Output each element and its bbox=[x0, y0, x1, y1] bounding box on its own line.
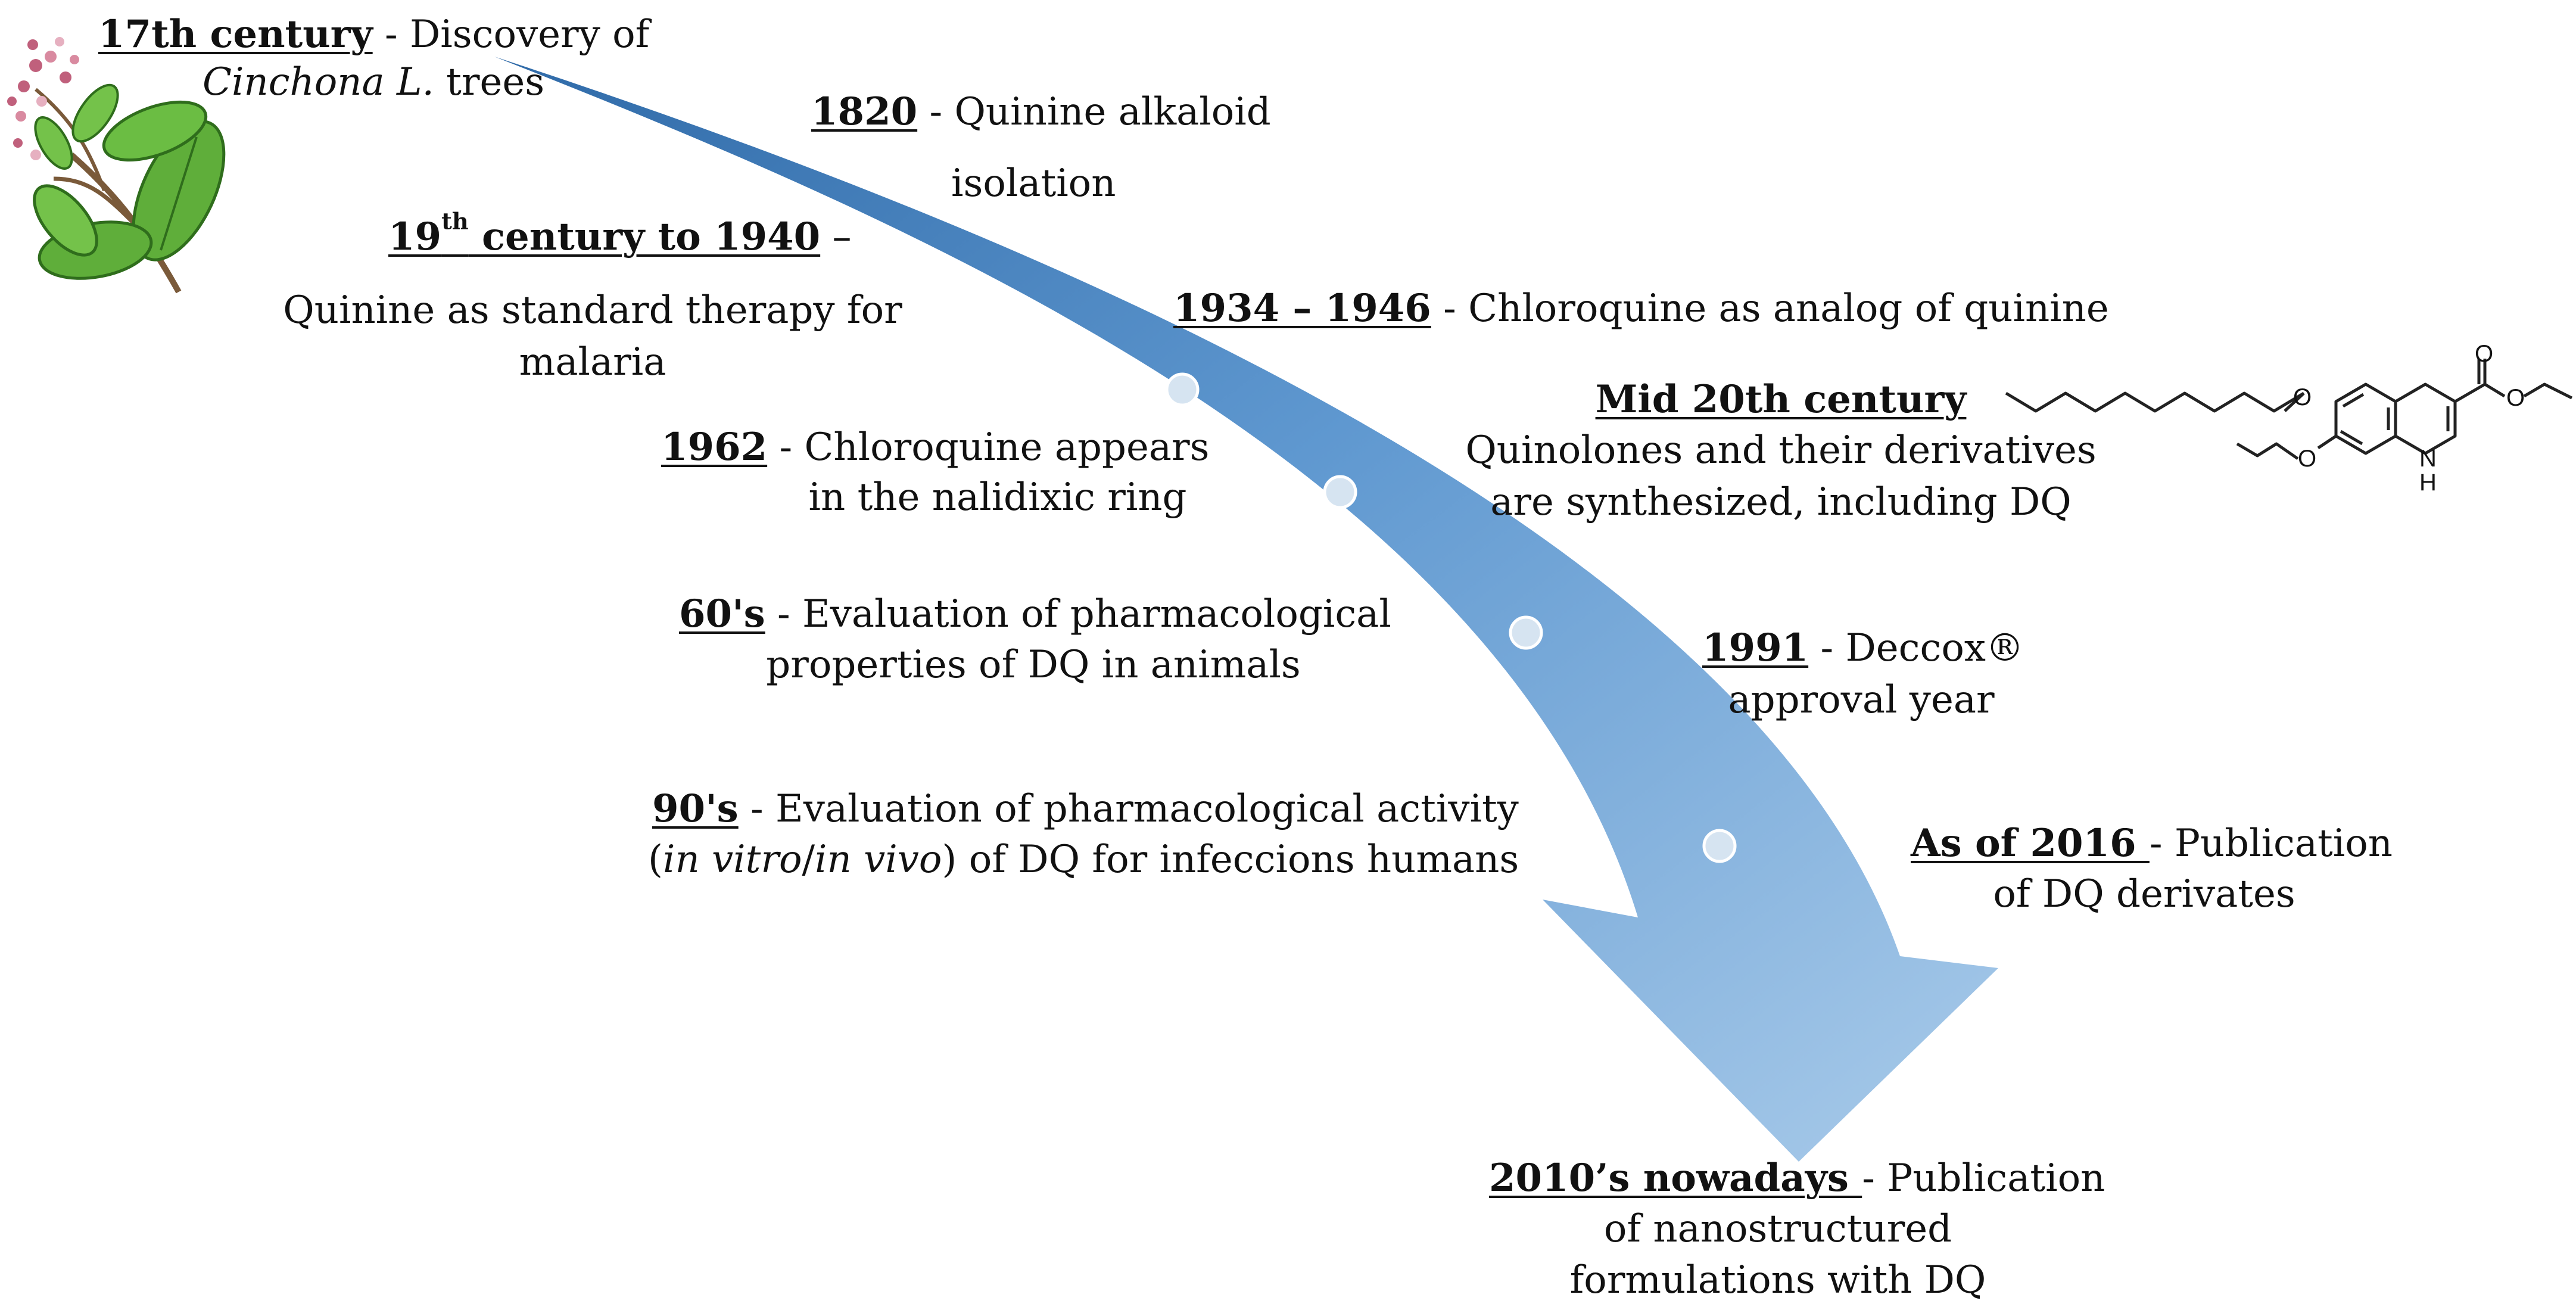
event-as-of-2016-line2: of DQ derivates bbox=[1993, 872, 2295, 916]
molecule-atom-o: O bbox=[2506, 385, 2525, 411]
milestone-dot-2 bbox=[1325, 477, 1356, 508]
molecule-atom-o: O bbox=[2475, 341, 2494, 367]
event-text: - Evaluation of pharmacological activity bbox=[750, 787, 1519, 831]
event-19th-century bbox=[388, 208, 852, 263]
event-mid-20th-century-line2: Quinolones and their derivatives bbox=[1465, 428, 2097, 472]
event-19th-century-line3: malaria bbox=[519, 340, 666, 384]
event-text: - Publication bbox=[1862, 1156, 2105, 1200]
event-1991-line2: approval year bbox=[1728, 678, 1995, 722]
event-19th-century-line2: Quinine as standard therapy for bbox=[283, 288, 902, 332]
event-1962-line2: in the nalidixic ring bbox=[808, 475, 1187, 519]
event-2010s bbox=[1489, 1153, 2105, 1204]
event-1991 bbox=[1702, 623, 2024, 674]
event-date bbox=[388, 208, 821, 259]
molecule-atom-h: H bbox=[2419, 469, 2437, 496]
event-text: – bbox=[832, 215, 852, 259]
event-text: ) of DQ for infeccions humans bbox=[942, 838, 1519, 882]
event-2010s-line2: of nanostructured bbox=[1603, 1207, 1952, 1251]
event-1962 bbox=[661, 422, 1209, 473]
event-text: - Chloroquine as analog of quinine bbox=[1443, 287, 2109, 331]
event-mid-20th-century bbox=[1453, 374, 2108, 425]
event-date: As of 2016 bbox=[1911, 821, 2150, 866]
species-name: Cinchona L. bbox=[203, 60, 434, 104]
event-90s-line2 bbox=[648, 834, 1519, 885]
molecule-atom-n: N bbox=[2419, 446, 2437, 472]
event-text: ( bbox=[648, 838, 663, 882]
event-date: 1820 bbox=[811, 89, 918, 134]
milestone-dot-4 bbox=[1704, 830, 1735, 861]
event-date: 1934 – 1946 bbox=[1173, 286, 1431, 331]
event-2010s-line3: formulations with DQ bbox=[1569, 1258, 1986, 1302]
milestone-dot-1 bbox=[1167, 374, 1198, 405]
event-90s bbox=[652, 783, 1519, 835]
event-text: - Publication bbox=[2149, 822, 2393, 866]
milestone-dot-3 bbox=[1510, 617, 1541, 648]
molecule-atom-o: O bbox=[2293, 384, 2312, 410]
event-date: 1962 bbox=[661, 425, 768, 469]
event-date: 90's bbox=[652, 786, 739, 831]
event-17th-century bbox=[98, 9, 649, 60]
event-text: / bbox=[802, 838, 815, 882]
event-text: - Chloroquine appears bbox=[779, 425, 1210, 469]
event-text: - Quinine alkaloid bbox=[929, 90, 1271, 134]
event-date: Mid 20th century bbox=[1595, 377, 1967, 422]
event-text: - Deccox® bbox=[1820, 626, 2024, 670]
molecule-atom-o: O bbox=[2298, 446, 2317, 472]
event-text: - Evaluation of pharmacological bbox=[777, 592, 1391, 636]
event-as-of-2016 bbox=[1911, 818, 2393, 869]
event-1820-line2: isolation bbox=[951, 161, 1116, 206]
event-text-italic: in vivo bbox=[815, 838, 942, 882]
event-date: 60's bbox=[679, 592, 765, 636]
date-superscript: th bbox=[441, 208, 469, 235]
event-text: trees bbox=[434, 60, 545, 104]
event-60s bbox=[679, 589, 1391, 640]
event-date: 1991 bbox=[1702, 626, 1809, 670]
event-mid-20th-century-line3: are synthesized, including DQ bbox=[1490, 480, 2072, 524]
event-17th-century-line2 bbox=[203, 57, 544, 108]
event-date: 2010’s nowadays bbox=[1489, 1156, 1862, 1200]
event-text: - Discovery of bbox=[385, 13, 650, 57]
event-date: 17th century bbox=[98, 12, 373, 57]
event-1820 bbox=[811, 86, 1271, 138]
date-part: 19 bbox=[388, 214, 442, 259]
event-60s-line2: properties of DQ in animals bbox=[766, 643, 1301, 687]
event-1934-1946 bbox=[1173, 283, 2109, 334]
date-part: century to 1940 bbox=[468, 214, 821, 259]
event-text-italic: in vitro bbox=[662, 838, 802, 882]
